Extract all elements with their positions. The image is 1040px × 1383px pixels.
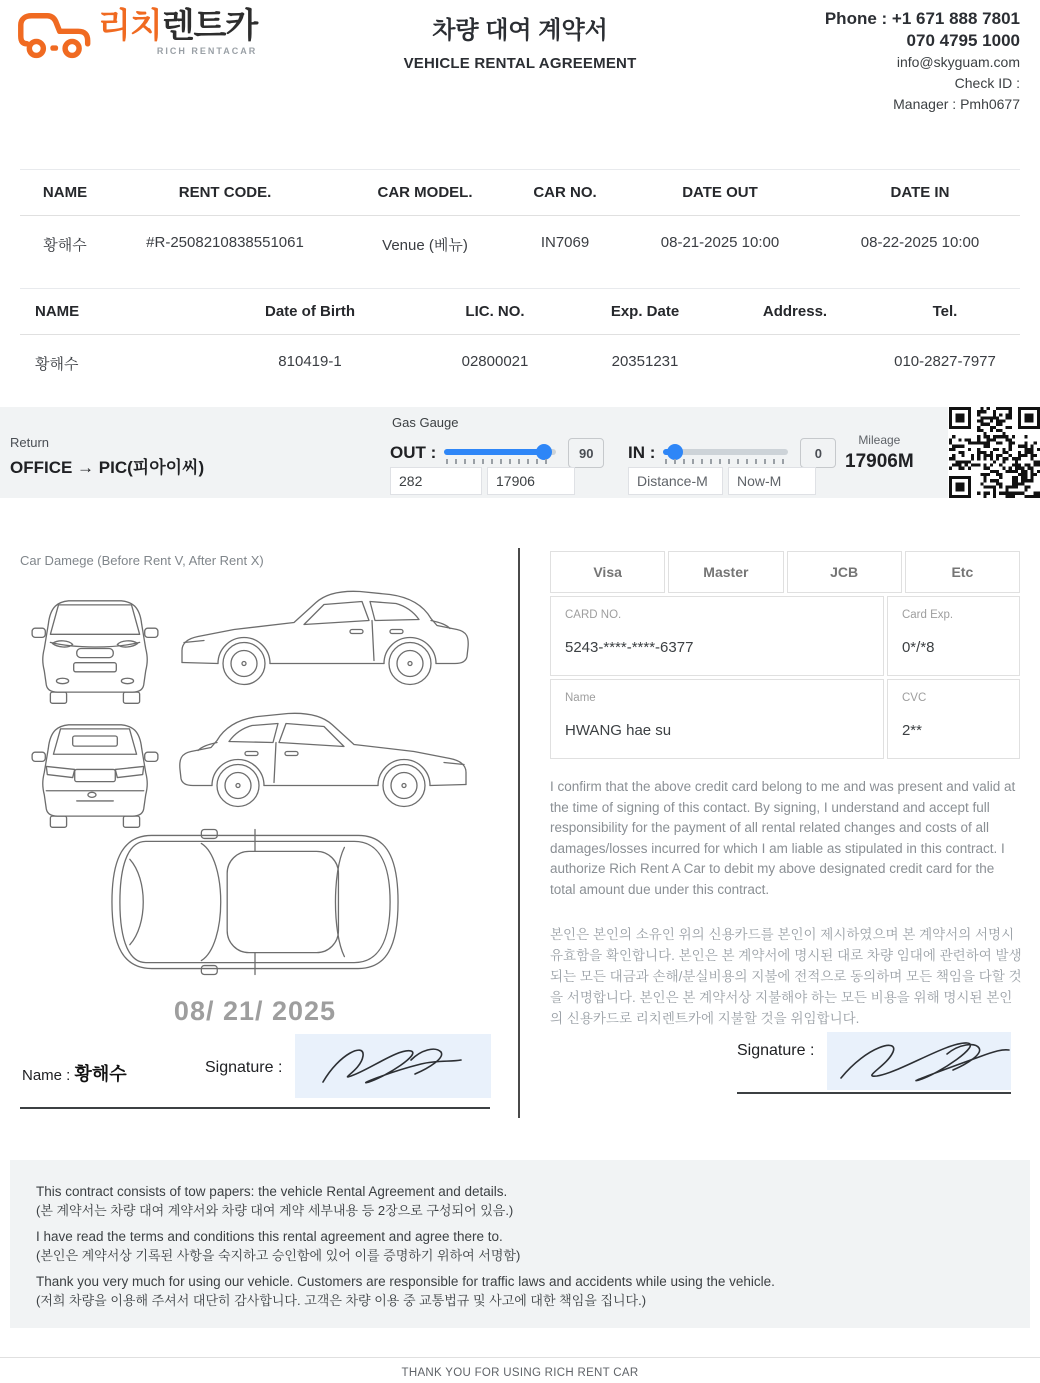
col-header: DATE IN	[890, 184, 950, 201]
card-holder-value: HWANG hae su	[565, 722, 672, 739]
date-out: 08-21-2025 10:00	[660, 234, 780, 251]
brand-kr-dark: 렌트카	[161, 7, 258, 45]
exp-date: 20351231	[611, 353, 679, 370]
notice-line: (본인은 계약서상 기록된 사항을 숙지하고 승인함에 있어 이를 증명하기 위하여 서명함)	[36, 1248, 521, 1263]
brand-subtitle: RICH RENTACAR	[156, 46, 258, 56]
rental-table-row	[20, 216, 1020, 273]
card-cvc-cell	[887, 679, 1020, 759]
col-header: Tel.	[932, 303, 958, 320]
car-top-view-icon	[106, 827, 404, 977]
phone-secondary: 070 4795 1000	[906, 31, 1020, 50]
renter-name: 황해수	[43, 237, 87, 254]
phone-primary: Phone : +1 671 888 7801	[824, 9, 1020, 28]
name-label	[22, 1060, 127, 1086]
cvc-label: CVC	[901, 692, 927, 704]
card-brand-row	[550, 551, 1020, 593]
contract-notice-box	[10, 1160, 1030, 1328]
birth-date: 810419-1	[278, 353, 342, 370]
card-holder-label: Name	[565, 692, 596, 704]
card-confirmation-english: I confirm that the above credit card belong to me and was present and valid at the time of signing of this contact. By signing, I understand and accept full responsibility for the payment of all rental related changes and costs of all damages/losses incurred for which I am liable as stipulated in this contract. I authorize Rich Rent A Car to debit my above designated credit card for the total amount due under this contract.	[550, 779, 1016, 897]
col-header: CAR MODEL.	[377, 184, 473, 201]
car-damage-diagram[interactable]	[18, 575, 502, 985]
notice-line: This contract consists of tow papers: the vehicle Rental Agreement and details.	[36, 1184, 508, 1199]
rental-date-display: 08/ 21/ 2025	[173, 996, 337, 1026]
col-header: DATE OUT	[682, 184, 758, 201]
notice-line: Thank you very much for using our vehicle. Customers are responsible for traffic laws and accidents while using the vehicle.	[36, 1274, 775, 1289]
col-header: LIC. NO.	[465, 303, 525, 320]
rental-info-table	[20, 169, 1020, 273]
card-no-label: CARD NO.	[565, 609, 622, 621]
slider-fill	[444, 449, 543, 455]
signature-label-right: Signature :	[737, 1042, 815, 1059]
license-no: 02800021	[461, 353, 529, 370]
car-side-view-mirrored-icon	[174, 705, 474, 813]
slider-ticks	[446, 459, 554, 464]
car-side-view-icon	[174, 583, 474, 691]
slider-thumb[interactable]	[536, 444, 552, 460]
car-rear-view-icon	[24, 713, 166, 831]
distance-m-input[interactable]	[628, 467, 723, 495]
cvc-value: 2**	[901, 722, 922, 739]
mileage-out-input[interactable]	[487, 467, 575, 495]
page-title	[320, 10, 720, 72]
card-number-row	[550, 596, 1020, 676]
column-divider	[518, 548, 520, 1118]
mileage-block	[845, 433, 914, 473]
car-model: Venue (베뉴)	[382, 237, 468, 254]
gas-in-value: 0	[800, 438, 836, 468]
check-id: Check ID :	[954, 75, 1020, 91]
card-number-cell	[550, 596, 884, 676]
driver-table-row	[20, 335, 1020, 392]
out-label: OUT :	[390, 443, 437, 462]
card-brand-visa[interactable]: Visa	[550, 551, 665, 593]
notice-line: (본 계약서는 차량 대여 계약서와 차량 대여 계약 세부내용 등 2장으로 구성되어 있음.)	[36, 1203, 514, 1218]
cardholder-signature-pad[interactable]	[827, 1032, 1011, 1090]
tel: 010-2827-7977	[894, 353, 996, 370]
col-header: Exp. Date	[610, 303, 680, 320]
notice-line: I have read the terms and conditions this rental agreement and agree there to.	[36, 1229, 503, 1244]
gas-out-value: 90	[568, 438, 604, 468]
card-holder-cell	[550, 679, 884, 759]
gas-in-slider[interactable]	[663, 444, 788, 462]
manager: Manager : Pmh0677	[893, 96, 1020, 112]
car-damage-title: Car Damege (Before Rent V, After Rent X)	[20, 553, 264, 568]
slider-thumb[interactable]	[667, 444, 683, 460]
col-header: NAME	[35, 303, 80, 320]
left-signature-line	[20, 1107, 490, 1109]
contact-block	[825, 8, 1020, 115]
brand-text	[98, 8, 257, 56]
company-logo	[16, 8, 257, 64]
signature-label: Signature :	[205, 1059, 283, 1076]
driver-info-table	[20, 288, 1020, 392]
now-m-input[interactable]	[728, 467, 816, 495]
col-header: RENT CODE.	[178, 184, 272, 201]
card-exp-cell	[887, 596, 1020, 676]
gas-out-slider[interactable]	[444, 444, 556, 462]
qr-code	[949, 407, 1040, 498]
mileage-label: Mileage	[858, 433, 901, 447]
left-signature-block	[22, 1040, 490, 1106]
title-english: VEHICLE RENTAL AGREEMENT	[403, 55, 637, 72]
right-signature-line	[737, 1092, 1011, 1094]
address	[720, 353, 870, 374]
return-route: OFFICE → PIC(피아이씨)	[10, 458, 205, 477]
return-block	[10, 435, 204, 478]
col-header: Address.	[762, 303, 828, 320]
card-holder-row	[550, 679, 1020, 759]
renter-signature-pad[interactable]	[295, 1034, 491, 1098]
slider-ticks	[665, 459, 786, 464]
name-label-text: Name :	[22, 1067, 71, 1084]
card-brand-master[interactable]: Master	[668, 551, 783, 593]
title-korean: 차량 대여 계약서	[432, 17, 608, 44]
card-brand-etc[interactable]: Etc	[905, 551, 1020, 593]
driver-name: 황해수	[35, 356, 79, 373]
name-value: 황해수	[74, 1064, 127, 1084]
footer-thanks-text: THANK YOU FOR USING RICH RENT CAR	[401, 1367, 639, 1379]
credit-card-table	[550, 551, 1020, 759]
card-exp-label: Card Exp.	[901, 609, 954, 621]
col-header: NAME	[42, 184, 88, 201]
return-label: Return	[10, 435, 50, 450]
gas-in-row	[628, 438, 836, 468]
in-label: IN :	[628, 443, 656, 462]
email: info@skyguam.com	[896, 54, 1020, 70]
distance-input[interactable]	[390, 467, 482, 495]
footer-divider	[0, 1357, 1040, 1358]
status-band	[0, 407, 948, 498]
col-header: CAR NO.	[533, 184, 597, 201]
col-header: Date of Birth	[265, 303, 355, 320]
brand-kr-orange: 리치	[98, 7, 162, 45]
car-no: IN7069	[540, 234, 590, 251]
car-front-view-icon	[24, 589, 166, 707]
notice-line: (저희 차량을 이용해 주셔서 대단히 감사합니다. 고객은 차량 이용 중 교통법규 및 사고에 대한 책임을 집니다.)	[36, 1293, 647, 1308]
card-confirmation-korean: 본인은 본인의 소유인 위의 신용카드를 본인이 제시하였으며 본 계약서의 서명시 유효함을 확인합니다. 본인은 본 계약서에 명시된 대로 차량 임대에 관련하여 발생되는 모든 대금과 손해/분실비용의 지불에 전적으로 동의하며 모든 책임을 다할 것을 서명합니다. 본인은 본 계약서상 지불해야 하는 모든 비용을 위해 명시된 본인의 신용카드로 리치렌트카에 지불할 것을 위임합니다.	[550, 927, 1022, 1026]
driver-table-header	[20, 288, 1020, 335]
date-in: 08-22-2025 10:00	[860, 234, 980, 251]
card-no-value: 5243-****-****-6377	[565, 639, 694, 656]
gas-out-row	[390, 438, 604, 468]
rental-table-header	[20, 169, 1020, 216]
card-brand-jcb[interactable]: JCB	[787, 551, 902, 593]
mileage-value: 17906M	[845, 451, 914, 472]
gas-gauge-label: Gas Gauge	[392, 415, 459, 430]
rent-code: #R-2508210838551061	[146, 234, 304, 251]
card-exp-value: 0*/*8	[901, 639, 935, 656]
truck-logo-icon	[16, 8, 94, 64]
